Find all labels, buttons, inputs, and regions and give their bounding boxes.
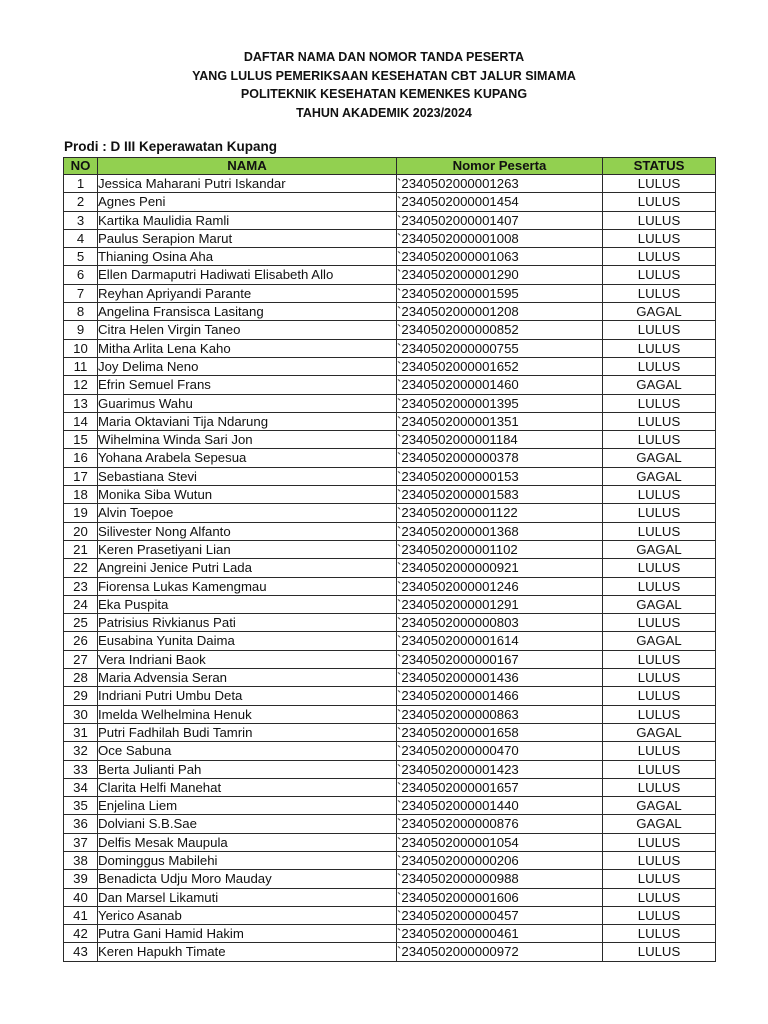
- row-number: 40: [64, 888, 98, 906]
- status-cell: LULUS: [603, 614, 716, 632]
- table-row: [64, 833, 716, 851]
- participant-name: Patrisius Rivkianus Pati: [98, 614, 397, 632]
- participant-name: Agnes Peni: [98, 193, 397, 211]
- status-cell: LULUS: [603, 211, 716, 229]
- participant-number: `2340502000001407: [397, 211, 603, 229]
- table-row: [64, 815, 716, 833]
- participant-name: Citra Helen Virgin Taneo: [98, 321, 397, 339]
- row-number: 20: [64, 522, 98, 540]
- participant-number: `2340502000001395: [397, 394, 603, 412]
- status-cell: LULUS: [603, 486, 716, 504]
- column-header-nomor-peserta: Nomor Peserta: [397, 158, 603, 175]
- participant-name: Dan Marsel Likamuti: [98, 888, 397, 906]
- participant-number: `2340502000000803: [397, 614, 603, 632]
- status-cell: GAGAL: [603, 595, 716, 613]
- table-row: [64, 742, 716, 760]
- status-cell: LULUS: [603, 522, 716, 540]
- status-cell: GAGAL: [603, 815, 716, 833]
- status-cell: LULUS: [603, 669, 716, 687]
- row-number: 29: [64, 687, 98, 705]
- participant-name: Putri Fadhilah Budi Tamrin: [98, 723, 397, 741]
- status-cell: LULUS: [603, 266, 716, 284]
- table-row: [64, 614, 716, 632]
- table-row: [64, 504, 716, 522]
- participant-name: Delfis Mesak Maupula: [98, 833, 397, 851]
- participant-name: Vera Indriani Baok: [98, 650, 397, 668]
- row-number: 13: [64, 394, 98, 412]
- table-row: [64, 394, 716, 412]
- table-row: [64, 705, 716, 723]
- row-number: 27: [64, 650, 98, 668]
- table-row: [64, 211, 716, 229]
- status-cell: LULUS: [603, 760, 716, 778]
- row-number: 25: [64, 614, 98, 632]
- participant-name: Guarimus Wahu: [98, 394, 397, 412]
- status-cell: LULUS: [603, 321, 716, 339]
- table-row: [64, 431, 716, 449]
- row-number: 28: [64, 669, 98, 687]
- participant-name: Dominggus Mabilehi: [98, 851, 397, 869]
- row-number: 43: [64, 943, 98, 961]
- table-row: [64, 851, 716, 869]
- status-cell: GAGAL: [603, 449, 716, 467]
- participant-name: Maria Advensia Seran: [98, 669, 397, 687]
- table-row: [64, 925, 716, 943]
- participant-name: Eka Puspita: [98, 595, 397, 613]
- participant-number: `2340502000001595: [397, 284, 603, 302]
- participant-name: Angreini Jenice Putri Lada: [98, 559, 397, 577]
- table-row: [64, 193, 716, 211]
- row-number: 19: [64, 504, 98, 522]
- document-header: [0, 48, 768, 122]
- participant-number: `2340502000001263: [397, 175, 603, 193]
- participant-name: Sebastiana Stevi: [98, 467, 397, 485]
- table-row: [64, 797, 716, 815]
- row-number: 41: [64, 906, 98, 924]
- status-cell: LULUS: [603, 851, 716, 869]
- participant-name: Imelda Welhelmina Henuk: [98, 705, 397, 723]
- participant-number: `2340502000001246: [397, 577, 603, 595]
- status-cell: LULUS: [603, 888, 716, 906]
- participant-number: `2340502000001614: [397, 632, 603, 650]
- table-row: [64, 175, 716, 193]
- table-row: [64, 266, 716, 284]
- table-row: [64, 412, 716, 430]
- table-row: [64, 723, 716, 741]
- row-number: 42: [64, 925, 98, 943]
- table-row: [64, 467, 716, 485]
- participant-number: `2340502000001652: [397, 357, 603, 375]
- participant-name: Joy Delima Neno: [98, 357, 397, 375]
- participant-number: `2340502000000972: [397, 943, 603, 961]
- status-cell: LULUS: [603, 687, 716, 705]
- row-number: 4: [64, 229, 98, 247]
- participant-number: `2340502000000755: [397, 339, 603, 357]
- participant-name: Fiorensa Lukas Kamengmau: [98, 577, 397, 595]
- status-cell: GAGAL: [603, 723, 716, 741]
- participant-name: Maria Oktaviani Tija Ndarung: [98, 412, 397, 430]
- table-row: [64, 687, 716, 705]
- status-cell: LULUS: [603, 925, 716, 943]
- participant-name: Paulus Serapion Marut: [98, 229, 397, 247]
- participant-name: Keren Hapukh Timate: [98, 943, 397, 961]
- participant-number: `2340502000001008: [397, 229, 603, 247]
- participant-name: Berta Julianti Pah: [98, 760, 397, 778]
- participant-number: `2340502000000852: [397, 321, 603, 339]
- column-header-no: NO: [64, 158, 98, 175]
- status-cell: GAGAL: [603, 467, 716, 485]
- column-header-nama: NAMA: [98, 158, 397, 175]
- table-row: [64, 321, 716, 339]
- table-row: [64, 778, 716, 796]
- status-cell: LULUS: [603, 742, 716, 760]
- participant-number: `2340502000001054: [397, 833, 603, 851]
- participant-number: `2340502000001351: [397, 412, 603, 430]
- row-number: 12: [64, 376, 98, 394]
- row-number: 36: [64, 815, 98, 833]
- participant-number: `2340502000000461: [397, 925, 603, 943]
- participant-name: Clarita Helfi Manehat: [98, 778, 397, 796]
- table-row: [64, 486, 716, 504]
- status-cell: LULUS: [603, 870, 716, 888]
- row-number: 3: [64, 211, 98, 229]
- row-number: 14: [64, 412, 98, 430]
- participant-number: `2340502000001657: [397, 778, 603, 796]
- table-row: [64, 522, 716, 540]
- status-cell: GAGAL: [603, 376, 716, 394]
- participant-number: `2340502000001436: [397, 669, 603, 687]
- status-cell: GAGAL: [603, 540, 716, 558]
- status-cell: LULUS: [603, 339, 716, 357]
- status-cell: LULUS: [603, 412, 716, 430]
- row-number: 34: [64, 778, 98, 796]
- participant-name: Silivester Nong Alfanto: [98, 522, 397, 540]
- participant-number: `2340502000000988: [397, 870, 603, 888]
- table-row: [64, 357, 716, 375]
- table-row: [64, 906, 716, 924]
- status-cell: LULUS: [603, 833, 716, 851]
- participant-name: Angelina Fransisca Lasitang: [98, 303, 397, 321]
- participant-name: Benadicta Udju Moro Mauday: [98, 870, 397, 888]
- status-cell: LULUS: [603, 357, 716, 375]
- row-number: 9: [64, 321, 98, 339]
- participant-number: `2340502000000921: [397, 559, 603, 577]
- participant-number: `2340502000001122: [397, 504, 603, 522]
- table-row: [64, 248, 716, 266]
- participant-number: `2340502000001368: [397, 522, 603, 540]
- participant-number: `2340502000001290: [397, 266, 603, 284]
- row-number: 5: [64, 248, 98, 266]
- column-header-status: STATUS: [603, 158, 716, 175]
- participant-number: `2340502000001460: [397, 376, 603, 394]
- participant-number: `2340502000001454: [397, 193, 603, 211]
- table-row: [64, 870, 716, 888]
- row-number: 10: [64, 339, 98, 357]
- participant-number: `2340502000000876: [397, 815, 603, 833]
- participant-number: `2340502000000457: [397, 906, 603, 924]
- table-header-row: [64, 158, 716, 175]
- row-number: 26: [64, 632, 98, 650]
- row-number: 23: [64, 577, 98, 595]
- participant-name: Indriani Putri Umbu Deta: [98, 687, 397, 705]
- table-body: [64, 175, 716, 962]
- participant-name: Keren Prasetiyani Lian: [98, 540, 397, 558]
- participant-number: `2340502000000167: [397, 650, 603, 668]
- header-title-line-1: DAFTAR NAMA DAN NOMOR TANDA PESERTA: [243, 50, 525, 64]
- status-cell: LULUS: [603, 650, 716, 668]
- status-cell: GAGAL: [603, 632, 716, 650]
- participant-number: `2340502000001658: [397, 723, 603, 741]
- participant-name: Putra Gani Hamid Hakim: [98, 925, 397, 943]
- row-number: 22: [64, 559, 98, 577]
- row-number: 31: [64, 723, 98, 741]
- table-row: [64, 595, 716, 613]
- header-academic-year: TAHUN AKADEMIK 2023/2024: [296, 105, 472, 120]
- status-cell: LULUS: [603, 778, 716, 796]
- participant-name: Yohana Arabela Sepesua: [98, 449, 397, 467]
- status-cell: GAGAL: [603, 797, 716, 815]
- participant-name: Dolviani S.B.Sae: [98, 815, 397, 833]
- participant-name: Enjelina Liem: [98, 797, 397, 815]
- header-title-line-2: YANG LULUS PEMERIKSAAN KESEHATAN CBT JALUR SIMAMA: [192, 68, 576, 83]
- row-number: 21: [64, 540, 98, 558]
- table-row: [64, 376, 716, 394]
- participant-name: Reyhan Apriyandi Parante: [98, 284, 397, 302]
- participant-name: Jessica Maharani Putri Iskandar: [98, 175, 397, 193]
- status-cell: LULUS: [603, 559, 716, 577]
- table-row: [64, 888, 716, 906]
- participant-number: `2340502000000378: [397, 449, 603, 467]
- row-number: 39: [64, 870, 98, 888]
- participant-number: `2340502000001291: [397, 595, 603, 613]
- participant-table: [63, 157, 716, 962]
- participant-name: Mitha Arlita Lena Kaho: [98, 339, 397, 357]
- row-number: 16: [64, 449, 98, 467]
- status-cell: LULUS: [603, 229, 716, 247]
- participant-number: `2340502000001440: [397, 797, 603, 815]
- row-number: 8: [64, 303, 98, 321]
- participant-name: Eusabina Yunita Daima: [98, 632, 397, 650]
- table-row: [64, 760, 716, 778]
- table-row: [64, 449, 716, 467]
- status-cell: LULUS: [603, 431, 716, 449]
- status-cell: LULUS: [603, 906, 716, 924]
- participant-number: `2340502000000470: [397, 742, 603, 760]
- row-number: 6: [64, 266, 98, 284]
- status-cell: LULUS: [603, 504, 716, 522]
- participant-name: Monika Siba Wutun: [98, 486, 397, 504]
- participant-number: `2340502000000153: [397, 467, 603, 485]
- participant-name: Alvin Toepoe: [98, 504, 397, 522]
- row-number: 11: [64, 357, 98, 375]
- table-row: [64, 339, 716, 357]
- table-row: [64, 632, 716, 650]
- participant-name: Efrin Semuel Frans: [98, 376, 397, 394]
- row-number: 7: [64, 284, 98, 302]
- row-number: 38: [64, 851, 98, 869]
- participant-number: `2340502000001466: [397, 687, 603, 705]
- row-number: 15: [64, 431, 98, 449]
- status-cell: LULUS: [603, 175, 716, 193]
- participant-name: Kartika Maulidia Ramli: [98, 211, 397, 229]
- table-row: [64, 943, 716, 961]
- row-number: 17: [64, 467, 98, 485]
- status-cell: LULUS: [603, 394, 716, 412]
- row-number: 2: [64, 193, 98, 211]
- table-row: [64, 559, 716, 577]
- table-row: [64, 284, 716, 302]
- participant-number: `2340502000000206: [397, 851, 603, 869]
- row-number: 37: [64, 833, 98, 851]
- participant-name: Wihelmina Winda Sari Jon: [98, 431, 397, 449]
- participant-name: Thianing Osina Aha: [98, 248, 397, 266]
- study-program-label: Prodi : D III Keperawatan Kupang: [64, 139, 278, 154]
- header-institution: POLITEKNIK KESEHATAN KEMENKES KUPANG: [240, 87, 528, 101]
- status-cell: LULUS: [603, 705, 716, 723]
- row-number: 30: [64, 705, 98, 723]
- participant-number: `2340502000001583: [397, 486, 603, 504]
- status-cell: LULUS: [603, 943, 716, 961]
- participant-number: `2340502000001102: [397, 540, 603, 558]
- row-number: 32: [64, 742, 98, 760]
- participant-number: `2340502000000863: [397, 705, 603, 723]
- status-cell: LULUS: [603, 577, 716, 595]
- status-cell: LULUS: [603, 284, 716, 302]
- participant-number: `2340502000001606: [397, 888, 603, 906]
- table-row: [64, 577, 716, 595]
- row-number: 1: [64, 175, 98, 193]
- participant-number: `2340502000001184: [397, 431, 603, 449]
- table-row: [64, 540, 716, 558]
- row-number: 18: [64, 486, 98, 504]
- table-row: [64, 303, 716, 321]
- participant-name: Oce Sabuna: [98, 742, 397, 760]
- table-row: [64, 669, 716, 687]
- participant-name: Yerico Asanab: [98, 906, 397, 924]
- participant-number: `2340502000001208: [397, 303, 603, 321]
- row-number: 33: [64, 760, 98, 778]
- participant-number: `2340502000001423: [397, 760, 603, 778]
- row-number: 35: [64, 797, 98, 815]
- status-cell: LULUS: [603, 193, 716, 211]
- row-number: 24: [64, 595, 98, 613]
- participant-number: `2340502000001063: [397, 248, 603, 266]
- status-cell: GAGAL: [603, 303, 716, 321]
- table-row: [64, 650, 716, 668]
- table-row: [64, 229, 716, 247]
- participant-name: Ellen Darmaputri Hadiwati Elisabeth Allo: [98, 266, 397, 284]
- status-cell: LULUS: [603, 248, 716, 266]
